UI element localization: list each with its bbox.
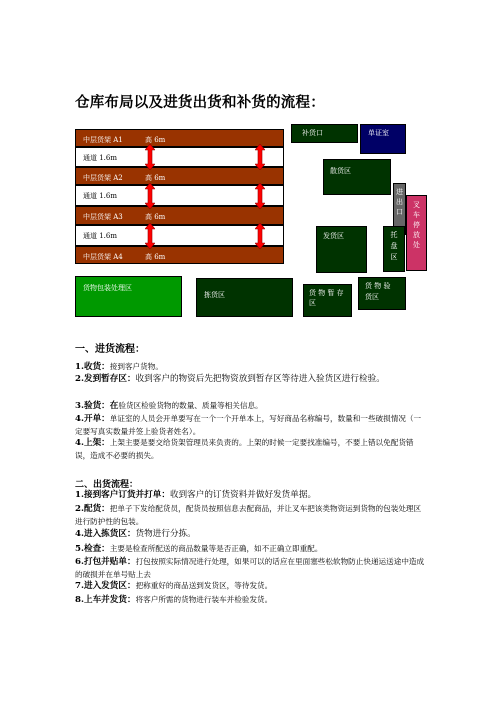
step-key: 8.上车并发货 bbox=[75, 595, 127, 605]
ship-area-label: 发货区 bbox=[323, 232, 344, 240]
double-arrow-icon bbox=[145, 223, 155, 249]
bulk-area bbox=[323, 159, 391, 195]
shelf-height: 高 6m bbox=[145, 253, 166, 261]
step-key: 4.上架 bbox=[75, 438, 102, 448]
page-title: 仓库布局以及进货出货和补货的流程： bbox=[75, 94, 325, 111]
shelf-label: 中层货架 A4 bbox=[83, 253, 123, 261]
step-text: 把称重好的商品送到发货区，等待发货。 bbox=[135, 581, 273, 590]
list-item bbox=[75, 437, 425, 461]
voucher-room-label: 单证室 bbox=[368, 129, 389, 137]
pack-area bbox=[75, 276, 182, 317]
list-item bbox=[75, 374, 430, 386]
aisle-3 bbox=[75, 225, 284, 246]
step-key: 1.收货 bbox=[75, 362, 102, 372]
forklift-char: 处 bbox=[413, 241, 420, 249]
shelf-label: 中层货架 A2 bbox=[83, 174, 123, 182]
forklift-char: 停 bbox=[413, 221, 420, 229]
step-sep: ： bbox=[101, 544, 110, 554]
step-text: 打包按照实际情况进行处理，如果可以的话应在里面塞些松软物防止快递运送途中造成的破损并在单号贴上去 bbox=[75, 557, 425, 579]
step-text: 收到客户的订货资料并做好发货单据。 bbox=[169, 490, 317, 500]
step-key: 4.进入拣货区 bbox=[75, 529, 127, 539]
step-text: 收到客户的物资后先把物资放到暂存区等待进入验货区进行检验。 bbox=[135, 374, 385, 384]
gate-char: 进 bbox=[396, 188, 403, 196]
forklift-char: 叉 bbox=[413, 201, 420, 209]
step-sep: ： bbox=[126, 581, 136, 591]
step-text: 单证室的人员会开单要写在一个一个开单本上，写好商品名称编号，数量和一些破损情况（一定要写真实数量并签上验货者姓名）。 bbox=[75, 414, 422, 436]
temp-storage-area bbox=[303, 284, 352, 317]
step-sep: ： bbox=[161, 490, 170, 500]
aisle-label: 通道 1.6m bbox=[83, 154, 117, 162]
voucher-room bbox=[360, 124, 406, 154]
aisle-1 bbox=[75, 147, 284, 167]
list-item bbox=[75, 543, 425, 556]
list-item bbox=[75, 400, 425, 413]
list-item bbox=[75, 529, 425, 541]
outbound-heading: 二、出货流程： bbox=[75, 480, 139, 490]
replenish-area bbox=[291, 124, 358, 143]
double-arrow-icon bbox=[255, 223, 265, 249]
bulk-area-label: 散货区 bbox=[330, 167, 351, 175]
pick-area bbox=[196, 278, 293, 317]
shelf-a2 bbox=[75, 167, 284, 185]
double-arrow-icon bbox=[145, 144, 155, 170]
inspect-area-label: 货 物 验 bbox=[365, 282, 391, 290]
list-item bbox=[75, 556, 425, 580]
list-item bbox=[75, 594, 425, 607]
step-text: 验货区检验货物的数量、质量等相关信息。 bbox=[118, 401, 263, 410]
step-text: 主要是检查所配送的商品数量等是否正确，如不正确立即重配。 bbox=[109, 544, 323, 553]
forklift-char: 放 bbox=[413, 231, 420, 239]
step-sep: ： bbox=[101, 362, 110, 372]
list-item bbox=[75, 413, 425, 437]
inspect-area bbox=[358, 277, 406, 310]
shelf-height: 高 6m bbox=[145, 213, 166, 221]
shelf-label: 中层货架 A1 bbox=[83, 136, 123, 144]
double-arrow-icon bbox=[145, 183, 155, 209]
step-text: 将客户所需的货物进行装车并检验发货。 bbox=[135, 595, 273, 604]
step-sep: ： bbox=[101, 414, 110, 424]
step-key: 5.检查 bbox=[75, 544, 102, 554]
step-key: 1.接到客户订货并打单 bbox=[75, 490, 162, 500]
aisle-2 bbox=[75, 185, 284, 206]
step-sep: ： bbox=[126, 557, 136, 567]
gate-char: 出 bbox=[396, 198, 403, 206]
pallet-char: 托 bbox=[390, 231, 398, 239]
forklift-parking bbox=[406, 195, 427, 271]
pallet-char: 盘 bbox=[390, 242, 398, 250]
shelf-a3 bbox=[75, 206, 284, 225]
pallet-char: 区 bbox=[390, 253, 398, 261]
step-key: 7.进入发货区 bbox=[75, 581, 127, 591]
gate-char: 口 bbox=[396, 208, 403, 216]
list-item bbox=[75, 490, 425, 502]
shelf-a1 bbox=[75, 129, 284, 147]
pack-area-label: 货物包装处理区 bbox=[83, 284, 132, 292]
temp-area-label: 区 bbox=[309, 299, 316, 307]
step-sep: ： bbox=[126, 529, 136, 539]
double-arrow-icon bbox=[255, 183, 265, 209]
double-arrow-icon bbox=[255, 144, 265, 170]
forklift-char: 车 bbox=[413, 211, 420, 219]
shelf-height: 高 6m bbox=[145, 136, 166, 144]
ship-area bbox=[316, 226, 367, 273]
step-sep: ： bbox=[126, 595, 136, 605]
step-key: 2.发到暂存区 bbox=[75, 374, 127, 384]
replenish-label: 补货口 bbox=[302, 129, 323, 137]
shelf-label: 中层货架 A3 bbox=[83, 213, 123, 221]
step-sep: ：在 bbox=[101, 401, 119, 411]
step-sep: ： bbox=[101, 438, 110, 448]
temp-area-label: 货 物 暂 存 bbox=[309, 289, 344, 297]
step-key: 2.配货 bbox=[75, 504, 102, 514]
step-text: 上架主要是要交给货架管理员来负责的。上架的时候一定要找准编号，不要上错以免配货错误，造成不必要的损失。 bbox=[75, 438, 414, 460]
shelf-a4 bbox=[75, 246, 284, 264]
aisle-label: 通道 1.6m bbox=[83, 232, 117, 240]
step-sep: ： bbox=[101, 504, 110, 514]
step-text: 货物进行分拣。 bbox=[135, 529, 196, 539]
step-key: 4.开单 bbox=[75, 414, 102, 424]
inbound-heading: 一、进货流程： bbox=[75, 344, 145, 355]
step-sep: ： bbox=[126, 374, 136, 384]
inspect-area-label: 货区 bbox=[365, 293, 379, 301]
step-key: 3.验货 bbox=[75, 401, 102, 411]
pallet-area bbox=[383, 226, 405, 272]
list-item bbox=[75, 361, 425, 374]
aisle-label: 通道 1.6m bbox=[83, 192, 117, 200]
step-text: 接到客户货物。 bbox=[109, 362, 163, 371]
step-text: 把单子下发给配货员，配货员按照信息去配商品，并让叉车把该类物资运到货物的包装处理区进行防护性的包装。 bbox=[75, 504, 422, 526]
list-item bbox=[75, 503, 425, 527]
list-item bbox=[75, 580, 425, 593]
step-key: 6.打包并贴单 bbox=[75, 557, 127, 567]
pick-area-label: 拣货区 bbox=[204, 291, 225, 299]
shelf-height: 高 6m bbox=[145, 174, 166, 182]
